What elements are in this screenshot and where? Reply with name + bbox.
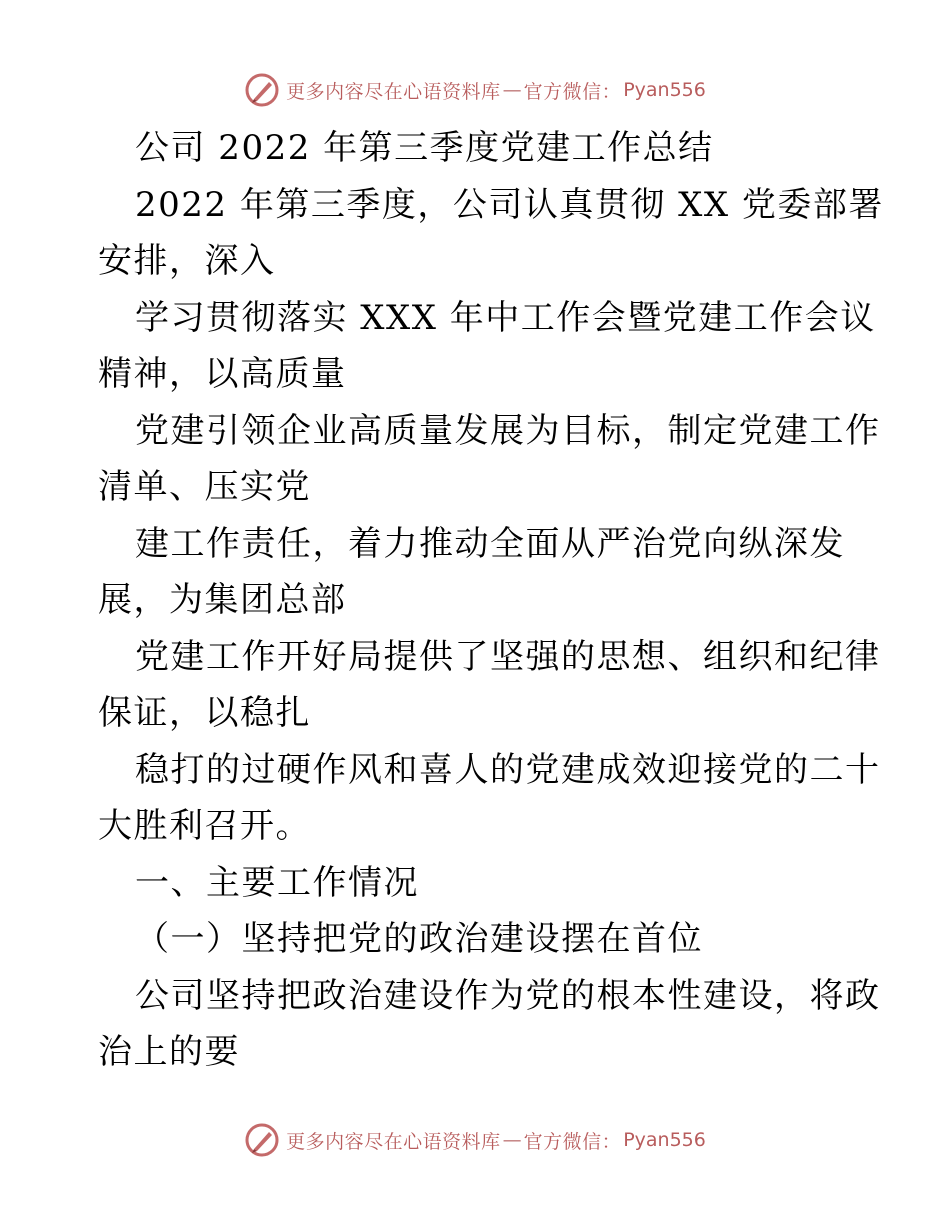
document-body [98, 120, 884, 1081]
pen-logo-icon [244, 72, 280, 108]
watermark-separator: — [502, 79, 522, 101]
paragraph-line: 党建工作开好局提供了坚强的思想、组织和纪律 [135, 636, 881, 677]
paragraph-line: 稳打的过硬作风和喜人的党建成效迎接党的二十 [135, 749, 881, 790]
paragraph-line: 精神，以高质量 [98, 354, 347, 394]
watermark-separator: — [502, 1129, 522, 1151]
header-watermark [0, 70, 950, 110]
watermark-contact-handle: Pyan556 [623, 1129, 706, 1151]
paragraph-line: 建工作责任，着力推动全面从严治党向纵深发 [135, 523, 845, 564]
document-title: 公司 2022 年第三季度党建工作总结 [135, 128, 714, 168]
watermark-contact-label: 官方微信： [523, 80, 622, 103]
paragraph-line: 大胜利召开。 [98, 806, 311, 846]
watermark-text: 更多内容尽在心语资料库 [286, 1130, 501, 1153]
paragraph-line: 2022 年第三季度，公司认真贯彻 XX 党委部署 [135, 184, 884, 225]
watermark-contact-handle: Pyan556 [623, 79, 706, 101]
paragraph-line: 保证，以稳扎 [98, 693, 311, 733]
watermark-contact-label: 官方微信： [523, 1130, 622, 1153]
paragraph-line: 安排，深入 [98, 241, 276, 281]
subsection-heading: （一）坚持把党的政治建设摆在首位 [135, 919, 703, 959]
paragraph-line: 学习贯彻落实 XXX 年中工作会暨党建工作会议 [135, 297, 876, 338]
paragraph-line: 清单、压实党 [98, 467, 311, 507]
paragraph-line: 展，为集团总部 [98, 580, 347, 620]
paragraph-line: 党建引领企业高质量发展为目标，制定党建工作 [135, 410, 881, 451]
footer-watermark [0, 1120, 950, 1160]
pen-logo-icon [244, 1122, 280, 1158]
section-heading: 一、主要工作情况 [135, 862, 419, 903]
paragraph-line: 治上的要 [98, 1032, 240, 1072]
watermark-text: 更多内容尽在心语资料库 [286, 80, 501, 103]
paragraph-line: 公司坚持把政治建设作为党的根本性建设，将政 [135, 975, 881, 1016]
